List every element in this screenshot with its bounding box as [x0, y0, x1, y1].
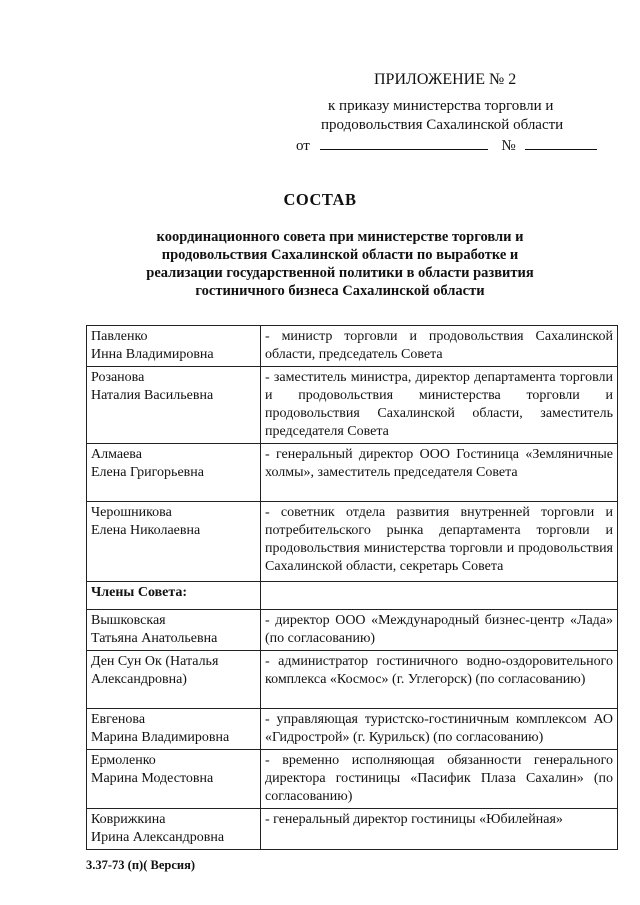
- member-surname: Ден Сун Ок (Наталья: [91, 654, 219, 669]
- member-surname: Павленко: [91, 329, 148, 344]
- member-role-cell: - директор ООО «Международный бизнес-центр «Лада» (по согласованию): [261, 610, 618, 651]
- date-label: от: [296, 138, 310, 154]
- date-blank-line: [320, 135, 488, 150]
- member-name-cell: [87, 444, 261, 502]
- member-name-cell: [87, 367, 261, 444]
- table-row: [87, 651, 618, 709]
- number-blank-line: [525, 135, 597, 150]
- member-name-cell: [87, 651, 261, 709]
- member-name-cell: [87, 610, 261, 651]
- member-name-cell: [87, 709, 261, 750]
- member-surname: Евгенова: [91, 712, 146, 727]
- order-reference-line2: продовольствия Сахалинской области: [321, 117, 564, 133]
- member-role-cell: - генеральный директор ООО Гостиница «Земляничные холмы», заместитель председателя Совета: [261, 444, 618, 502]
- member-name-cell: [87, 502, 261, 582]
- member-surname: Вышковская: [91, 613, 166, 628]
- member-role-cell: - советник отдела развития внутренней торговли и потребительского рынка департамента торговли и продовольствия министерства торговли и продовольствия Сахалинской области, секретарь Совета: [261, 502, 618, 582]
- document-subtitle: [120, 228, 560, 300]
- member-surname: Розанова: [91, 370, 145, 385]
- member-surname: Коврижкина: [91, 812, 166, 827]
- table-row: [87, 582, 618, 610]
- member-given-names: Татьяна Анатольевна: [91, 631, 218, 646]
- member-given-names: Елена Григорьевна: [91, 465, 204, 480]
- table-row: [87, 750, 618, 809]
- member-given-names: Марина Модестовна: [91, 771, 214, 786]
- member-given-names: Наталия Васильевна: [91, 388, 214, 403]
- member-role-cell: - временно исполняющая обязанности генерального директора гостиницы «Пасифик Плаза Сахалин» (по согласованию): [261, 750, 618, 809]
- member-role-cell: - заместитель министра, директор департамента торговли и продовольствия министерства торговли и продовольствия Сахалинской области, заместитель председателя Совета: [261, 367, 618, 444]
- subtitle-line: координационного совета при министерстве торговли и: [156, 229, 524, 245]
- member-name-cell: [87, 750, 261, 809]
- table-row: [87, 367, 618, 444]
- appendix-title: ПРИЛОЖЕНИЕ № 2: [374, 71, 517, 88]
- member-name-cell: [87, 809, 261, 850]
- subtitle-line: гостиничного бизнеса Сахалинской области: [195, 283, 485, 299]
- member-role-cell: - министр торговли и продовольствия Сахалинской области, председатель Совета: [261, 326, 618, 367]
- member-given-names: Александровна): [91, 672, 187, 687]
- order-date-row: [296, 135, 597, 156]
- subtitle-line: реализации государственной политики в области развития: [146, 265, 534, 281]
- table-row: [87, 809, 618, 850]
- number-label: №: [501, 138, 516, 154]
- document-footer-code: 3.37-73 (п)( Версия): [86, 858, 195, 872]
- table-row: [87, 709, 618, 750]
- document-title: СОСТАВ: [283, 190, 357, 209]
- member-role-cell: - генеральный директор гостиницы «Юбилейная»: [261, 809, 618, 850]
- table-row: [87, 502, 618, 582]
- table-row: [87, 610, 618, 651]
- table-row: [87, 326, 618, 367]
- member-surname: Ермоленко: [91, 753, 156, 768]
- council-members-table: [86, 325, 618, 850]
- member-role-cell: - администратор гостиничного водно-оздоровительного комплекса «Космос» (г. Углегорск) (по согласованию): [261, 651, 618, 709]
- members-section-heading: Члены Совета:: [87, 582, 261, 610]
- member-given-names: Ирина Александровна: [91, 830, 225, 845]
- member-given-names: Марина Владимировна: [91, 730, 230, 745]
- member-surname: Алмаева: [91, 447, 142, 462]
- empty-cell: [261, 582, 618, 610]
- order-reference-line1: к приказу министерства торговли и: [328, 98, 554, 114]
- subtitle-line: продовольствия Сахалинской области по выработке и: [161, 247, 519, 263]
- member-role-cell: - управляющая туристско-гостиничным комплексом АО «Гидрострой» (г. Курильск) (по согласованию): [261, 709, 618, 750]
- member-given-names: Елена Николаевна: [91, 523, 201, 538]
- table-row: [87, 444, 618, 502]
- member-name-cell: [87, 326, 261, 367]
- member-surname: Черошникова: [91, 505, 172, 520]
- member-given-names: Инна Владимировна: [91, 347, 214, 362]
